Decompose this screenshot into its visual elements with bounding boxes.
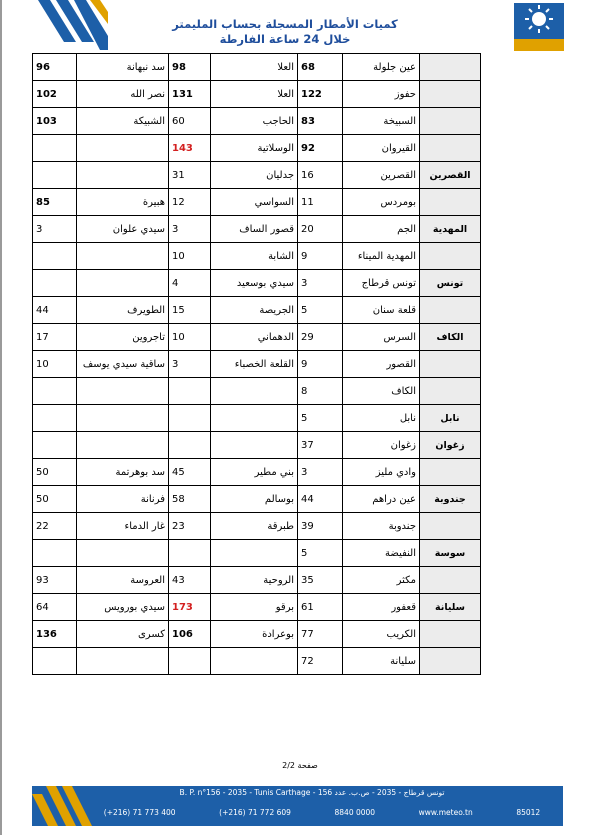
rain-value: 131 xyxy=(169,81,211,108)
station-name: الكاف xyxy=(343,378,420,405)
station-name xyxy=(77,243,169,270)
rain-value xyxy=(33,243,77,270)
station-name: وادي مليز xyxy=(343,459,420,486)
rain-value: 98 xyxy=(169,54,211,81)
governorate-cell xyxy=(420,243,481,270)
table-row xyxy=(33,378,481,405)
table-row xyxy=(33,162,481,189)
station-name: كسرى xyxy=(77,621,169,648)
rain-value: 17 xyxy=(33,324,77,351)
table-row xyxy=(33,513,481,540)
station-name: السواسي xyxy=(211,189,298,216)
station-name xyxy=(77,378,169,405)
station-name: القصرين xyxy=(343,162,420,189)
rain-value: 60 xyxy=(169,108,211,135)
rain-value: 3 xyxy=(298,459,343,486)
document-title: كميات الأمطار المسجلة بحساب المليمتر xyxy=(172,17,398,31)
footer-phone-2: (+216) 71 772 609 xyxy=(219,808,291,817)
rain-value xyxy=(33,648,77,675)
station-name: الجم xyxy=(343,216,420,243)
station-name: القلعة الخصباء xyxy=(211,351,298,378)
station-name xyxy=(211,432,298,459)
rain-value: 8 xyxy=(298,378,343,405)
station-name: تونس قرطاج xyxy=(343,270,420,297)
footer-fax: 85012 xyxy=(516,808,541,817)
station-name xyxy=(211,378,298,405)
station-name: سيدي بوسعيد xyxy=(211,270,298,297)
logo-sun-icon xyxy=(514,3,564,39)
governorate-cell: سوسة xyxy=(420,540,481,567)
station-name: حفوز xyxy=(343,81,420,108)
governorate-cell: سليانة xyxy=(420,594,481,621)
governorate-cell xyxy=(420,81,481,108)
rain-value: 31 xyxy=(169,162,211,189)
table-row xyxy=(33,108,481,135)
station-name: العروسة xyxy=(77,567,169,594)
station-name: جدليان xyxy=(211,162,298,189)
page-edge xyxy=(0,0,2,835)
station-name: المهدية الميناء xyxy=(343,243,420,270)
station-name: السرس xyxy=(343,324,420,351)
rain-value: 9 xyxy=(298,351,343,378)
station-name xyxy=(77,432,169,459)
rain-value: 103 xyxy=(33,108,77,135)
rain-value xyxy=(33,432,77,459)
governorate-cell xyxy=(420,459,481,486)
station-name: سيدي علوان xyxy=(77,216,169,243)
rain-value: 10 xyxy=(169,243,211,270)
rain-value: 93 xyxy=(33,567,77,594)
station-name xyxy=(77,405,169,432)
rain-value: 37 xyxy=(298,432,343,459)
rain-value: 35 xyxy=(298,567,343,594)
station-name: بني مطير xyxy=(211,459,298,486)
station-name: بوعرادة xyxy=(211,621,298,648)
table-row xyxy=(33,567,481,594)
station-name xyxy=(211,648,298,675)
rain-value: 68 xyxy=(298,54,343,81)
station-name: طبرقة xyxy=(211,513,298,540)
rain-value: 50 xyxy=(33,486,77,513)
table-row xyxy=(33,243,481,270)
rain-value: 50 xyxy=(33,459,77,486)
rain-value: 61 xyxy=(298,594,343,621)
station-name: فرنانة xyxy=(77,486,169,513)
rain-value: 173 xyxy=(169,594,211,621)
governorate-cell xyxy=(420,648,481,675)
rain-value: 83 xyxy=(298,108,343,135)
rain-value: 10 xyxy=(33,351,77,378)
footer-address: B. P. n°156 - 2035 - Tunis Carthage - تونس قرطاج - 2035 - ص.ب. عدد 156 xyxy=(179,788,445,797)
rain-value: 85 xyxy=(33,189,77,216)
document-subtitle: خلال 24 ساعة الفارطة xyxy=(219,32,351,46)
governorate-cell xyxy=(420,567,481,594)
station-name: العلا xyxy=(211,81,298,108)
rain-value: 11 xyxy=(298,189,343,216)
station-name: جندوبة xyxy=(343,513,420,540)
station-name: الكريب xyxy=(343,621,420,648)
rain-value: 44 xyxy=(298,486,343,513)
station-name xyxy=(77,648,169,675)
station-name: نابل xyxy=(343,405,420,432)
governorate-cell xyxy=(420,351,481,378)
station-name: سليانة xyxy=(343,648,420,675)
rain-value: 106 xyxy=(169,621,211,648)
rain-value xyxy=(33,405,77,432)
table-row xyxy=(33,459,481,486)
rain-value: 4 xyxy=(169,270,211,297)
rain-value: 29 xyxy=(298,324,343,351)
rain-value: 58 xyxy=(169,486,211,513)
station-name: الروحية xyxy=(211,567,298,594)
station-name xyxy=(77,270,169,297)
station-name: مكثر xyxy=(343,567,420,594)
governorate-cell xyxy=(420,378,481,405)
rain-value xyxy=(33,540,77,567)
governorate-cell: تونس xyxy=(420,270,481,297)
table-row xyxy=(33,324,481,351)
station-name: الوسلاتية xyxy=(211,135,298,162)
table-row xyxy=(33,594,481,621)
table-row xyxy=(33,270,481,297)
station-name: عين جلولة xyxy=(343,54,420,81)
governorate-cell: القصرين xyxy=(420,162,481,189)
rain-value: 122 xyxy=(298,81,343,108)
station-name: الجريصة xyxy=(211,297,298,324)
page-footer xyxy=(32,786,563,826)
rain-value: 12 xyxy=(169,189,211,216)
station-name: قعفور xyxy=(343,594,420,621)
rain-value: 3 xyxy=(169,351,211,378)
table-row xyxy=(33,135,481,162)
rain-value xyxy=(33,162,77,189)
rain-value: 9 xyxy=(298,243,343,270)
rain-value: 44 xyxy=(33,297,77,324)
governorate-cell: جندوبة xyxy=(420,486,481,513)
station-name: بومردس xyxy=(343,189,420,216)
station-name: العلا xyxy=(211,54,298,81)
table-row xyxy=(33,216,481,243)
table-row xyxy=(33,297,481,324)
rain-value: 92 xyxy=(298,135,343,162)
table-row xyxy=(33,432,481,459)
rain-value xyxy=(169,648,211,675)
rainfall-table xyxy=(32,53,481,675)
station-name: تاجروين xyxy=(77,324,169,351)
rain-value: 3 xyxy=(169,216,211,243)
station-name: بوسالم xyxy=(211,486,298,513)
table-row xyxy=(33,405,481,432)
governorate-cell: الكاف xyxy=(420,324,481,351)
rain-value xyxy=(33,270,77,297)
station-name xyxy=(211,540,298,567)
station-name: الشبيكة xyxy=(77,108,169,135)
rain-value: 5 xyxy=(298,405,343,432)
rain-value: 5 xyxy=(298,540,343,567)
rain-value: 143 xyxy=(169,135,211,162)
station-name: زغوان xyxy=(343,432,420,459)
rain-value xyxy=(33,378,77,405)
station-name xyxy=(211,405,298,432)
rain-value xyxy=(169,378,211,405)
table-row xyxy=(33,486,481,513)
station-name: سد بوهرتمة xyxy=(77,459,169,486)
rain-value xyxy=(33,135,77,162)
table-row xyxy=(33,351,481,378)
rain-value: 16 xyxy=(298,162,343,189)
station-name: نصر الله xyxy=(77,81,169,108)
rain-value: 5 xyxy=(298,297,343,324)
station-name xyxy=(77,135,169,162)
rain-value: 77 xyxy=(298,621,343,648)
station-name: برقو xyxy=(211,594,298,621)
station-name: سيدي بورويس xyxy=(77,594,169,621)
footer-phone-3: 8840 0000 xyxy=(334,808,376,817)
rain-value xyxy=(169,540,211,567)
station-name: السبيخة xyxy=(343,108,420,135)
governorate-cell xyxy=(420,108,481,135)
governorate-cell xyxy=(420,135,481,162)
rain-value: 15 xyxy=(169,297,211,324)
station-name: هبيرة xyxy=(77,189,169,216)
table-row xyxy=(33,54,481,81)
footer-stripes-icon xyxy=(32,786,102,826)
rain-value: 45 xyxy=(169,459,211,486)
table-row xyxy=(33,648,481,675)
governorate-cell xyxy=(420,621,481,648)
table-row xyxy=(33,540,481,567)
station-name: النفيضة xyxy=(343,540,420,567)
rain-value: 10 xyxy=(169,324,211,351)
footer-contacts xyxy=(82,808,562,817)
governorate-cell xyxy=(420,513,481,540)
rain-value: 64 xyxy=(33,594,77,621)
station-name xyxy=(77,162,169,189)
station-name: قلعة سنان xyxy=(343,297,420,324)
rain-value: 136 xyxy=(33,621,77,648)
page-number: صفحة 2/2 xyxy=(282,761,318,770)
rain-value: 22 xyxy=(33,513,77,540)
rain-value: 20 xyxy=(298,216,343,243)
meteo-logo xyxy=(514,3,564,51)
rain-value: 3 xyxy=(33,216,77,243)
footer-phone-1: (+216) 71 773 400 xyxy=(103,808,176,817)
rain-value: 3 xyxy=(298,270,343,297)
station-name: عين دراهم xyxy=(343,486,420,513)
station-name: الحاجب xyxy=(211,108,298,135)
rain-value xyxy=(169,405,211,432)
station-name: قصور الساف xyxy=(211,216,298,243)
governorate-cell: زغوان xyxy=(420,432,481,459)
rain-value: 96 xyxy=(33,54,77,81)
station-name: ساقية سيدي يوسف xyxy=(77,351,169,378)
governorate-cell xyxy=(420,297,481,324)
table-row xyxy=(33,189,481,216)
station-name: غار الدماء xyxy=(77,513,169,540)
rain-value: 43 xyxy=(169,567,211,594)
station-name: القصور xyxy=(343,351,420,378)
logo-band xyxy=(514,39,564,51)
governorate-cell: المهدية xyxy=(420,216,481,243)
table-row xyxy=(33,621,481,648)
station-name: سد نبهانة xyxy=(77,54,169,81)
table-row xyxy=(33,81,481,108)
rain-value xyxy=(169,432,211,459)
governorate-cell xyxy=(420,189,481,216)
station-name: الدهماني xyxy=(211,324,298,351)
rain-value: 72 xyxy=(298,648,343,675)
station-name: القيروان xyxy=(343,135,420,162)
station-name xyxy=(77,540,169,567)
governorate-cell: نابل xyxy=(420,405,481,432)
station-name: الطويرف xyxy=(77,297,169,324)
governorate-cell xyxy=(420,54,481,81)
rain-value: 102 xyxy=(33,81,77,108)
station-name: الشابة xyxy=(211,243,298,270)
rain-value: 23 xyxy=(169,513,211,540)
footer-website: www.meteo.tn xyxy=(418,808,473,817)
rain-value: 39 xyxy=(298,513,343,540)
decor-stripes-icon xyxy=(38,0,108,50)
